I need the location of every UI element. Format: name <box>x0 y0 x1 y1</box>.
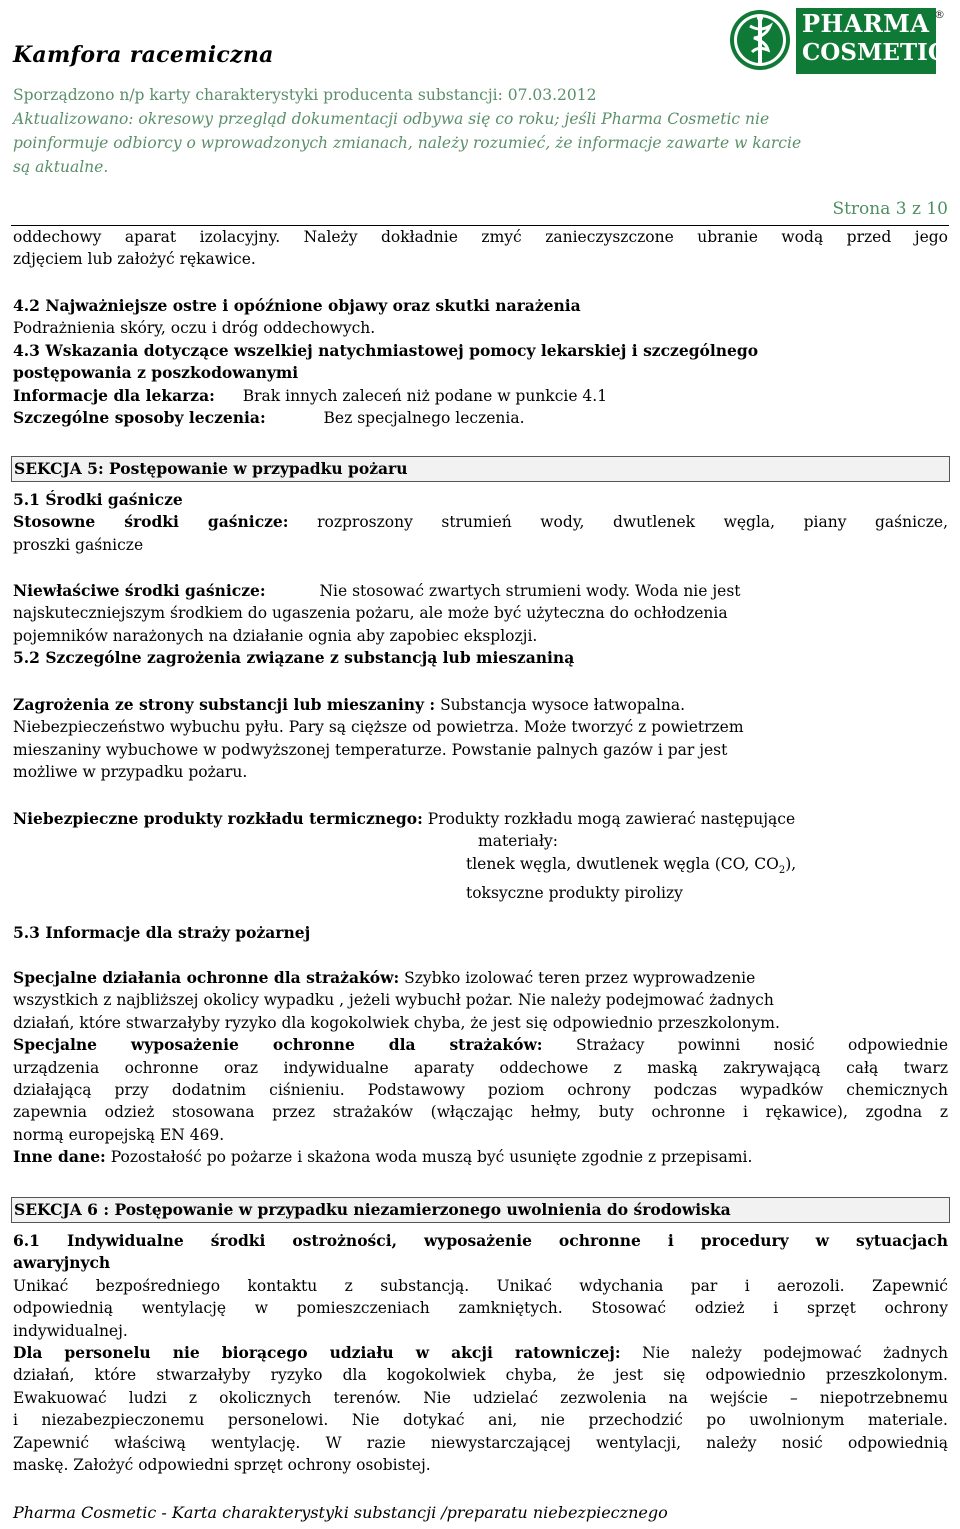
section-6-1 <box>13 1230 948 1476</box>
text-line: działań, które stwarzałyby ryzyko dla kogokolwiek chyba, że jest się odpowiednio przeszkolonym. <box>13 1013 780 1032</box>
text-line: urządzenia ochronne oraz indywidualne aparaty oddechowe z maską zakrywającą całą twarz <box>13 1058 948 1077</box>
non-rescue-staff-label: Dla personelu nie biorącego udziału w akcji ratowniczej: <box>13 1343 621 1363</box>
special-treatment-row <box>13 407 948 429</box>
suitable-media-label: Stosowne środki gaśnicze: <box>13 512 289 532</box>
thermal-products-line <box>13 853 948 883</box>
hazards-block <box>13 694 948 784</box>
update-note-line-2: poinformuje odbiorcy o wprowadzonych zmianach, należy rozumieć, że informacje zawarte w karcie <box>13 134 802 152</box>
heading-6-1-line-2: awaryjnych <box>13 1253 111 1273</box>
other-data-label: Inne dane: <box>13 1147 106 1167</box>
equipment-row <box>13 1034 948 1056</box>
page-footer: Pharma Cosmetic - Karta charakterystyki substancji /preparatu niebezpiecznego <box>13 1503 668 1522</box>
special-treatment-label: Szczególne sposoby leczenia: <box>13 408 266 428</box>
thermal-products-end: ), <box>785 854 797 873</box>
doctor-info-value: Brak innych zaleceń niż podane w punkcie 4.1 <box>242 386 608 405</box>
subscript-2: 2 <box>778 864 786 876</box>
suitable-media-value: rozproszony strumień wody, dwutlenek węgla, piany gaśnicze, <box>317 513 949 532</box>
non-rescue-staff-value: Nie należy podejmować żadnych <box>642 1344 948 1363</box>
text-line: Podrażnienia skóry, oczu i dróg oddechowych. <box>13 319 376 338</box>
caduceus-icon <box>728 8 792 72</box>
logo-line-2: COSMETIC <box>802 39 947 66</box>
heading-5-1: 5.1 Środki gaśnicze <box>13 490 183 509</box>
equipment-label: Specjalne wyposażenie ochronne dla strażaków: <box>13 1035 543 1055</box>
suitable-media-row <box>13 511 948 533</box>
unsuitable-media <box>13 580 948 670</box>
prepared-date: Sporządzono n/p karty charakterystyki producenta substancji: 07.03.2012 <box>13 86 597 104</box>
document-title: Kamfora racemiczna <box>13 42 274 68</box>
other-data-value: Pozostałość po pożarze i skażona woda muszą być usunięte zgodnie z przepisami. <box>110 1148 753 1167</box>
thermal-decomposition-block <box>13 808 948 905</box>
firefighter-block <box>13 967 948 1169</box>
text-line: Zapewnić właściwą wentylację. W razie niewystarczającej wentylacji, należy nosić odpowiednią <box>13 1433 948 1452</box>
hazards-label: Zagrożenia ze strony substancji lub mieszaniny : <box>13 695 436 714</box>
non-rescue-staff-row <box>13 1342 948 1364</box>
heading-5-3: 5.3 Informacje dla straży pożarnej <box>13 923 311 942</box>
text-line: odpowiednią wentylację w pomieszczeniach zamkniętych. Stosować odzież i sprzęt ochrony <box>13 1299 948 1318</box>
section-6-header: SEKCJA 6 : Postępowanie w przypadku niezamierzonego uwolnienia do środowiska <box>11 1197 950 1223</box>
text-line: toksyczne produkty pirolizy <box>466 884 683 903</box>
text-line: mieszaniny wybuchowe w podwyższonej temperaturze. Powstanie palnych gazów i par jest <box>13 740 728 759</box>
page-number: Strona 3 z 10 <box>832 199 948 219</box>
section-5-3 <box>13 922 948 944</box>
unsuitable-media-label: Niewłaściwe środki gaśnicze: <box>13 581 266 600</box>
heading-6-1-line-1: 6.1 Indywidualne środki ostrożności, wyposażenie ochronne i procedury w sytuacjach <box>13 1231 948 1250</box>
firefighter-actions-row <box>13 967 948 989</box>
registered-mark: ® <box>934 8 945 21</box>
unsuitable-media-value: Nie stosować zwartych strumieni wody. Woda nie jest <box>319 582 741 600</box>
firefighter-actions-value: Szybko izolować teren przez wyprowadzenie <box>404 969 756 987</box>
text-line: Ewakuować ludzi z okolicznych terenów. Nie udzielać zezwolenia na wejście – niepotrzebnemu <box>13 1388 948 1407</box>
logo-wordmark <box>796 8 947 74</box>
heading-4-3-line-1: 4.3 Wskazania dotyczące wszelkiej natychmiastowej pomocy lekarskiej i szczególnego <box>13 340 759 360</box>
section-4-continued <box>13 226 948 271</box>
thermal-label: Niebezpieczne produkty rozkładu termicznego: <box>13 809 423 828</box>
text-line: zapewnia odzież stosowana przez strażaków (włączając hełmy, buty ochronne i rękawice), zgodna z <box>13 1103 948 1122</box>
heading-4-2: 4.2 Najważniejsze ostre i opóźnione objawy oraz skutki narażenia <box>13 296 581 315</box>
firefighter-actions-label: Specjalne działania ochronne dla strażaków: <box>13 968 400 987</box>
pharma-cosmetic-logo <box>728 2 948 80</box>
logo-line-1: PHARMA <box>802 9 930 38</box>
text-line: możliwe w przypadku pożaru. <box>13 763 248 782</box>
equipment-value: Strażacy powinni nosić odpowiednie <box>576 1036 948 1055</box>
text-line: najskuteczniejszym środkiem do ugaszenia pożaru, ale może być użyteczna do ochłodzenia <box>13 604 728 623</box>
text-line: działającą przy dodatnim ciśnieniu. Podstawowy poziom ochrony podczas wypadków chemicznych <box>13 1081 948 1100</box>
text-line: działań, które stwarzałyby ryzyko dla kogokolwiek chyba, że jest się odpowiednio przeszkolonym. <box>13 1366 948 1385</box>
thermal-row <box>13 808 948 830</box>
thermal-products-text: tlenek węgla, dwutlenek węgla (CO, CO <box>466 854 779 873</box>
special-treatment-value: Bez specjalnego leczenia. <box>323 409 525 428</box>
text-line: proszki gaśnicze <box>13 535 144 554</box>
text-line: Unikać bezpośredniego kontaktu z substancją. Unikać wdychania par i aerozoli. Zapewnić <box>13 1276 948 1295</box>
update-note-line-1: Aktualizowano: okresowy przegląd dokumentacji odbywa się co roku; jeśli Pharma Cosmetic nie <box>13 110 770 128</box>
text-line: oddechowy aparat izolacyjny. Należy dokładnie zmyć zanieczyszczone ubranie wodą przed jego <box>13 228 948 246</box>
text-line: pojemników narażonych na działanie ognia aby zapobiec eksplozji. <box>13 626 538 645</box>
text-line: indywidualnej. <box>13 1321 128 1340</box>
text-line: i niezabezpieczonemu personelowi. Nie dotykać ani, nie przechodzić po uwolnionym materiale. <box>13 1411 948 1430</box>
text-line: materiały: <box>478 832 558 851</box>
doctor-info-row <box>13 385 948 407</box>
section-4-2 <box>13 295 948 429</box>
hazards-value: Substancja wysoce łatwopalna. <box>440 696 686 714</box>
hazards-row <box>13 694 948 716</box>
heading-4-3-line-2: postępowania z poszkodowanymi <box>13 363 299 383</box>
unsuitable-media-row <box>13 580 948 602</box>
other-data-row <box>13 1146 948 1168</box>
text-line: maskę. Założyć odpowiedni sprzęt ochrony osobistej. <box>13 1456 431 1475</box>
document-meta <box>13 83 948 179</box>
section-5-header: SEKCJA 5: Postępowanie w przypadku pożaru <box>11 456 950 482</box>
thermal-value: Produkty rozkładu mogą zawierać następujące <box>427 810 796 828</box>
doctor-info-label: Informacje dla lekarza: <box>13 385 215 405</box>
update-note-line-3: są aktualne. <box>13 158 109 176</box>
section-5-1 <box>13 489 948 556</box>
text-line: normą europejską EN 469. <box>13 1125 225 1144</box>
heading-5-2: 5.2 Szczególne zagrożenia związane z substancją lub mieszaniną <box>13 648 575 668</box>
text-line: zdjęciem lub założyć rękawice. <box>13 250 256 269</box>
text-line: Niebezpieczeństwo wybuchu pyłu. Pary są cięższe od powietrza. Może tworzyć z powietrzem <box>13 718 744 737</box>
text-line: wszystkich z najbliższej okolicy wypadku , jeżeli wybuchł pożar. Nie należy podejmować żadnych <box>13 991 774 1010</box>
